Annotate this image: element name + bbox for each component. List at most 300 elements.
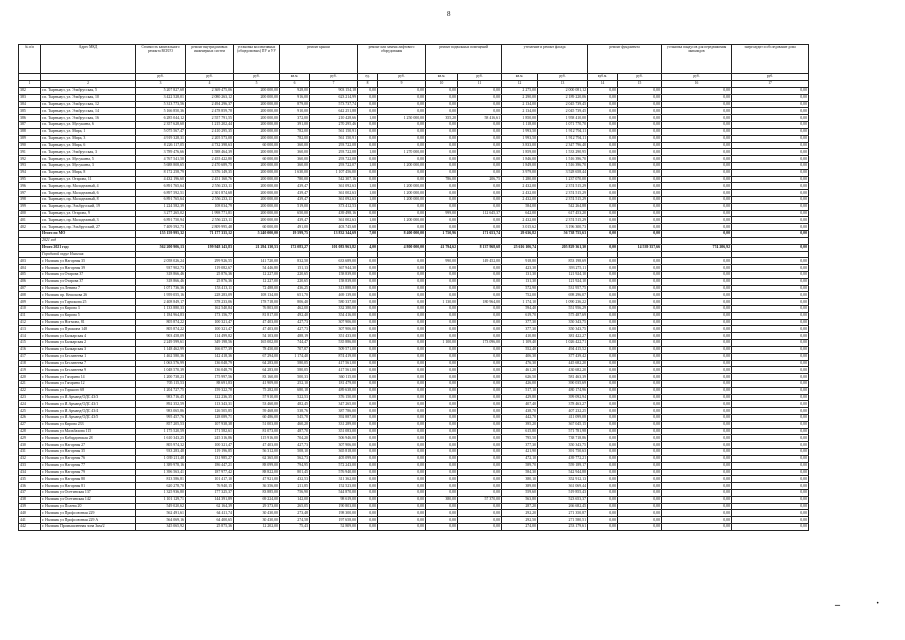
row-number-cell: 434 bbox=[19, 469, 41, 476]
value-cell: 0,00 bbox=[732, 415, 809, 422]
value-cell: 0,00 bbox=[662, 203, 732, 210]
address-cell: г.п. Тырныауз, ул. Эльбрусская, 12 bbox=[41, 101, 136, 108]
value-cell bbox=[458, 251, 502, 258]
value-cell: 1 912 794,11 bbox=[538, 135, 588, 142]
value-cell: 0,00 bbox=[358, 496, 378, 503]
value-cell bbox=[280, 251, 310, 258]
value-cell: 200 000,00 bbox=[234, 210, 280, 217]
value-cell: 0,00 bbox=[458, 122, 502, 129]
value-cell: 0,00 bbox=[458, 510, 502, 517]
value-cell: 580,05 bbox=[280, 367, 310, 374]
value-cell: 0,00 bbox=[732, 517, 809, 524]
value-cell: 4 732 398,63 bbox=[186, 142, 234, 149]
value-cell: 476,30 bbox=[502, 360, 538, 367]
value-cell: 292,50 bbox=[502, 517, 538, 524]
value-cell: 345 065,92 bbox=[136, 524, 186, 531]
section-row bbox=[19, 237, 809, 244]
value-cell: 0,00 bbox=[378, 408, 426, 415]
address-cell: г. Нальчик ул Горького 68 bbox=[41, 387, 136, 394]
value-cell: 131 985,27 bbox=[186, 455, 234, 462]
row-number-cell: 394 bbox=[19, 169, 41, 176]
col-header-energy-audit: энергоаудит и обследование дома bbox=[732, 45, 809, 74]
value-cell: 307 906,00 bbox=[310, 442, 358, 449]
table-header bbox=[19, 45, 809, 88]
value-cell: 0,00 bbox=[662, 299, 732, 306]
column-number: 15 bbox=[618, 81, 662, 88]
value-cell: 0,00 bbox=[426, 524, 458, 531]
value-cell: 738 718,86 bbox=[538, 435, 588, 442]
row-number-cell: 398 bbox=[19, 197, 41, 204]
value-cell: 589,70 bbox=[502, 462, 538, 469]
value-cell: 153 413,11 bbox=[186, 285, 234, 292]
value-cell: 561 150,91 bbox=[310, 135, 358, 142]
row-number-cell: 400 bbox=[19, 210, 41, 217]
value-cell: 0,00 bbox=[588, 517, 618, 524]
value-cell: 8 226 117,05 bbox=[136, 142, 186, 149]
value-cell: 0,00 bbox=[378, 333, 426, 340]
unit-cell: руб. bbox=[458, 74, 502, 81]
value-cell: 0,00 bbox=[732, 435, 809, 442]
row-number-cell: 419 bbox=[19, 367, 41, 374]
address-cell: Итого по МО bbox=[41, 231, 136, 238]
value-cell: 469 139,00 bbox=[310, 292, 358, 299]
value-cell: 0,00 bbox=[618, 387, 662, 394]
value-cell: 14 539 357,66 bbox=[618, 244, 662, 251]
value-cell: 0,00 bbox=[588, 101, 618, 108]
column-number: 14 bbox=[588, 81, 618, 88]
table-row bbox=[19, 258, 809, 265]
address-cell: г. Нальчик ул Бесланеева 9 bbox=[41, 367, 136, 374]
value-cell: 0,00 bbox=[426, 285, 458, 292]
value-cell: 0,00 bbox=[426, 435, 458, 442]
value-cell: 162 540,84 bbox=[186, 306, 234, 313]
value-cell: 1 750,96 bbox=[426, 231, 458, 238]
value-cell: 562 491,61 bbox=[136, 510, 186, 517]
row-number-cell: 388 bbox=[19, 128, 41, 135]
address-cell: г.п. Тырныауз, пр. Молодежный, 4 bbox=[41, 183, 136, 190]
value-cell: 0,00 bbox=[458, 326, 502, 333]
table-row bbox=[19, 469, 809, 476]
value-cell: 350 343,75 bbox=[538, 442, 588, 449]
value-cell: 0,00 bbox=[358, 449, 378, 456]
value-cell: 30 430,00 bbox=[234, 510, 280, 517]
value-cell: 594,40 bbox=[502, 306, 538, 313]
value-cell: 88 099,00 bbox=[234, 462, 280, 469]
row-number-cell: 386 bbox=[19, 115, 41, 122]
table-row bbox=[19, 197, 809, 204]
table-row bbox=[19, 88, 809, 95]
value-cell: 2 408 849,17 bbox=[136, 299, 186, 306]
value-cell: 1 204 727,75 bbox=[136, 387, 186, 394]
value-cell: 0,00 bbox=[662, 394, 732, 401]
value-cell: 200 000,00 bbox=[234, 176, 280, 183]
value-cell: 0,00 bbox=[458, 435, 502, 442]
value-cell: 2 058 026,24 bbox=[136, 258, 186, 265]
value-cell: 0,00 bbox=[358, 210, 378, 217]
value-cell: 25 875,36 bbox=[186, 524, 234, 531]
value-cell: 367 944,30 bbox=[310, 265, 358, 272]
table-row bbox=[19, 401, 809, 408]
table-row bbox=[19, 108, 809, 115]
value-cell: 0,00 bbox=[458, 442, 502, 449]
value-cell: 1 993,50 bbox=[502, 135, 538, 142]
value-cell: 0,00 bbox=[358, 435, 378, 442]
table-row bbox=[19, 169, 809, 176]
value-cell: 0,00 bbox=[618, 333, 662, 340]
value-cell: 2 556 233,11 bbox=[186, 183, 234, 190]
value-cell: 0,00 bbox=[618, 367, 662, 374]
value-cell: 141 720,00 bbox=[234, 258, 280, 265]
unit-cell bbox=[19, 74, 41, 81]
value-cell: 180 964,00 bbox=[458, 299, 502, 306]
value-cell: 0,00 bbox=[588, 489, 618, 496]
value-cell: 0,00 bbox=[378, 258, 426, 265]
value-cell: 3 422 528,01 bbox=[136, 94, 186, 101]
address-cell: г. Нальчик ул Балкарская 2 bbox=[41, 340, 136, 347]
col-header-number: № п/п bbox=[19, 45, 41, 74]
row-number-cell: 413 bbox=[19, 326, 41, 333]
value-cell: 60 000,00 bbox=[234, 142, 280, 149]
value-cell: 0,00 bbox=[732, 299, 809, 306]
value-cell: 360,00 bbox=[280, 149, 310, 156]
value-cell: 0,00 bbox=[618, 483, 662, 490]
value-cell: 253 179,61 bbox=[538, 524, 588, 531]
value-cell: 0,00 bbox=[588, 203, 618, 210]
table-row bbox=[19, 285, 809, 292]
value-cell: 0,00 bbox=[378, 312, 426, 319]
value-cell: 542 307,16 bbox=[310, 176, 358, 183]
value-cell: 0,00 bbox=[732, 469, 809, 476]
value-cell: 136 048,79 bbox=[186, 360, 234, 367]
value-cell: 0,00 bbox=[732, 306, 809, 313]
value-cell: 0,00 bbox=[378, 108, 426, 115]
value-cell: 165 002,00 bbox=[234, 340, 280, 347]
value-cell: 0,00 bbox=[618, 101, 662, 108]
value-cell: 0,00 bbox=[618, 340, 662, 347]
unit-cell: куб.м. bbox=[588, 74, 618, 81]
value-cell: 380,00 bbox=[426, 496, 458, 503]
value-cell: 1 133 880,33 bbox=[136, 306, 186, 313]
value-cell bbox=[426, 237, 458, 244]
address-cell: г.п. Тырныауз, ул. Мусукаева, 5 bbox=[41, 156, 136, 163]
value-cell: 0,00 bbox=[588, 510, 618, 517]
value-cell: 0,00 bbox=[358, 306, 378, 313]
value-cell bbox=[618, 251, 662, 258]
scan-mark-left: ‒ bbox=[835, 600, 840, 611]
value-cell: 19 599,75 bbox=[280, 231, 310, 238]
value-cell: 3 789 476,66 bbox=[136, 149, 186, 156]
value-cell: 78 450,00 bbox=[234, 346, 280, 353]
value-cell: 69 224,00 bbox=[234, 496, 280, 503]
value-cell bbox=[358, 237, 378, 244]
value-cell: 2 275,00 bbox=[502, 88, 538, 95]
value-cell: 0,00 bbox=[732, 176, 809, 183]
value-cell: 576 940,00 bbox=[310, 469, 358, 476]
address-cell: г. Нальчик ул Профсоюзная 229 А bbox=[41, 517, 136, 524]
value-cell: 0,00 bbox=[732, 162, 809, 169]
value-cell: 0,00 bbox=[458, 142, 502, 149]
value-cell: 0,00 bbox=[588, 265, 618, 272]
value-cell: 0,00 bbox=[358, 510, 378, 517]
value-cell: 0,00 bbox=[662, 360, 732, 367]
value-cell: 1 462 580,36 bbox=[136, 353, 186, 360]
value-cell: 7,00 bbox=[358, 231, 378, 238]
table-row bbox=[19, 183, 809, 190]
value-cell: 293 722,07 bbox=[310, 162, 358, 169]
table-row bbox=[19, 517, 809, 524]
value-cell: 0,00 bbox=[426, 401, 458, 408]
value-cell: 0,00 bbox=[618, 108, 662, 115]
value-cell: 0,00 bbox=[662, 312, 732, 319]
value-cell: 0,00 bbox=[426, 449, 458, 456]
value-cell: 542 944,88 bbox=[538, 469, 588, 476]
value-cell: 1 175 520,59 bbox=[136, 428, 186, 435]
value-cell: 0,00 bbox=[426, 292, 458, 299]
value-cell: 0,00 bbox=[426, 326, 458, 333]
value-cell: 937 902,73 bbox=[136, 265, 186, 272]
value-cell: 1 090 236,22 bbox=[538, 299, 588, 306]
value-cell: 0,00 bbox=[618, 203, 662, 210]
address-cell: 2021 год bbox=[41, 237, 136, 244]
value-cell: 252,10 bbox=[280, 380, 310, 387]
value-cell: 0,00 bbox=[662, 408, 732, 415]
value-cell: 12 227,00 bbox=[234, 278, 280, 285]
value-cell: 0,00 bbox=[588, 428, 618, 435]
value-cell: 62 365,00 bbox=[234, 455, 280, 462]
value-cell: 62 164,39 bbox=[186, 503, 234, 510]
value-cell: 0,00 bbox=[358, 88, 378, 95]
value-cell: 3 376 149,35 bbox=[186, 169, 234, 176]
value-cell: 0,00 bbox=[662, 462, 732, 469]
address-cell: г.п. Тырныауз, ул. Мира, 3 bbox=[41, 135, 136, 142]
value-cell: 266 682,45 bbox=[538, 503, 588, 510]
value-cell: 0,00 bbox=[358, 285, 378, 292]
value-cell: 0,00 bbox=[732, 455, 809, 462]
value-cell: 903 154,18 bbox=[310, 88, 358, 95]
value-cell: 0,00 bbox=[426, 360, 458, 367]
value-cell: 0,00 bbox=[358, 374, 378, 381]
value-cell: 0,00 bbox=[732, 197, 809, 204]
value-cell: 0,00 bbox=[662, 435, 732, 442]
row-number-cell: 392 bbox=[19, 156, 41, 163]
value-cell: 64 400,65 bbox=[186, 517, 234, 524]
value-cell: 12 202,00 bbox=[234, 524, 280, 531]
value-cell: 542 264,88 bbox=[538, 203, 588, 210]
table-row bbox=[19, 428, 809, 435]
value-cell: 25 876,36 bbox=[186, 271, 234, 278]
value-cell: 916,00 bbox=[280, 94, 310, 101]
value-cell bbox=[136, 237, 186, 244]
value-cell: 350 343,75 bbox=[538, 326, 588, 333]
value-cell: 2 374 515,29 bbox=[538, 183, 588, 190]
table-row bbox=[19, 333, 809, 340]
value-cell: 482,45 bbox=[280, 401, 310, 408]
value-cell: 0,00 bbox=[588, 115, 618, 122]
value-cell: 0,00 bbox=[588, 190, 618, 197]
table-row bbox=[19, 176, 809, 183]
value-cell: 642,00 bbox=[502, 210, 538, 217]
value-cell: 29 373,00 bbox=[234, 503, 280, 510]
value-cell: 436,25 bbox=[280, 285, 310, 292]
value-cell: 0,00 bbox=[458, 462, 502, 469]
value-cell: 0,00 bbox=[618, 496, 662, 503]
address-cell: г.п. Тырныауз, пр. Эльбрусский, 27 bbox=[41, 224, 136, 231]
value-cell: 0,00 bbox=[378, 135, 426, 142]
value-cell bbox=[588, 237, 618, 244]
value-cell: 0,00 bbox=[458, 88, 502, 95]
value-cell: 0,00 bbox=[618, 380, 662, 387]
value-cell: 0,00 bbox=[588, 449, 618, 456]
value-cell: 0,00 bbox=[618, 408, 662, 415]
value-cell: 220,65 bbox=[280, 271, 310, 278]
value-cell bbox=[280, 237, 310, 244]
table-row bbox=[19, 326, 809, 333]
value-cell: 2 347 796,40 bbox=[538, 142, 588, 149]
value-cell: 0,00 bbox=[662, 210, 732, 217]
value-cell: 1 200 000,00 bbox=[378, 217, 426, 224]
address-cell: г. Нальчик ул И.Арманд/ОДС 43/1 bbox=[41, 401, 136, 408]
value-cell: 8 137 968,68 bbox=[458, 244, 502, 251]
value-cell: 0,00 bbox=[588, 483, 618, 490]
value-cell: 54 446,80 bbox=[234, 265, 280, 272]
row-number-cell: 440 bbox=[19, 510, 41, 517]
value-cell: 205 829 361,30 bbox=[538, 244, 588, 251]
value-cell: 0,00 bbox=[378, 203, 426, 210]
value-cell: 41 909,00 bbox=[234, 380, 280, 387]
value-cell: 0,00 bbox=[662, 292, 732, 299]
value-cell: 0,00 bbox=[732, 387, 809, 394]
value-cell: 361 002,63 bbox=[310, 190, 358, 197]
value-cell: 1 912 794,11 bbox=[538, 128, 588, 135]
address-cell: г. Нальчик ул Нагорная 35 bbox=[41, 258, 136, 265]
address-cell: г. Нальчик ул Нагорная 35 bbox=[41, 449, 136, 456]
table-row bbox=[19, 319, 809, 326]
value-cell: 0,00 bbox=[662, 217, 732, 224]
value-cell: 391,00 bbox=[280, 122, 310, 129]
address-cell: г.п. Тырныауз, ул. Отарова, 9 bbox=[41, 210, 136, 217]
value-cell: 0,00 bbox=[426, 224, 458, 231]
value-cell: 903 458,09 bbox=[136, 333, 186, 340]
value-cell: 0,00 bbox=[358, 108, 378, 115]
value-cell: 0,00 bbox=[618, 271, 662, 278]
value-cell: 0,00 bbox=[426, 162, 458, 169]
value-cell: 0,00 bbox=[618, 346, 662, 353]
value-cell: 0,00 bbox=[662, 306, 732, 313]
value-cell: 620 278,70 bbox=[136, 483, 186, 490]
value-cell: 0,00 bbox=[378, 156, 426, 163]
value-cell: 1 846,00 bbox=[502, 156, 538, 163]
value-cell: 121 924,10 bbox=[538, 278, 588, 285]
row-number-cell: 442 bbox=[19, 524, 41, 531]
value-cell: 0,00 bbox=[588, 462, 618, 469]
value-cell: 427,73 bbox=[280, 326, 310, 333]
value-cell: 1 224 582,39 bbox=[136, 203, 186, 210]
value-cell: 0,00 bbox=[378, 380, 426, 387]
value-cell: 832,50 bbox=[280, 258, 310, 265]
value-cell: 108 034,79 bbox=[186, 203, 234, 210]
address-cell: г. Нальчик ул Мальбахова 115 bbox=[41, 428, 136, 435]
value-cell: 0,00 bbox=[426, 346, 458, 353]
value-cell: 0,00 bbox=[458, 367, 502, 374]
value-cell: 0,00 bbox=[618, 115, 662, 122]
value-cell: 0,00 bbox=[732, 462, 809, 469]
value-cell: 0,00 bbox=[458, 333, 502, 340]
value-cell bbox=[662, 251, 732, 258]
value-cell: 0,00 bbox=[618, 462, 662, 469]
value-cell: 200 000,00 bbox=[234, 101, 280, 108]
value-cell bbox=[310, 237, 358, 244]
value-cell: 0,00 bbox=[588, 217, 618, 224]
value-cell: 0,00 bbox=[588, 231, 618, 238]
value-cell: 0,00 bbox=[588, 162, 618, 169]
value-cell: 0,00 bbox=[426, 312, 458, 319]
value-cell: 509 571,00 bbox=[310, 346, 358, 353]
row-number-cell: 441 bbox=[19, 517, 41, 524]
value-cell: 2 357 628,60 bbox=[136, 122, 186, 129]
row-number-cell: 391 bbox=[19, 149, 41, 156]
value-cell: 0,00 bbox=[426, 367, 458, 374]
value-cell: 0,00 bbox=[426, 128, 458, 135]
value-cell: 0,00 bbox=[618, 149, 662, 156]
value-cell: 0,00 bbox=[378, 374, 426, 381]
address-cell: г. Нальчик ул Бесланеева 7 bbox=[41, 360, 136, 367]
value-cell: 200 000,00 bbox=[234, 183, 280, 190]
value-cell: 4 767 541,50 bbox=[136, 156, 186, 163]
value-cell: 0,00 bbox=[588, 135, 618, 142]
value-cell: 351 433,00 bbox=[310, 333, 358, 340]
row-number-cell: 393 bbox=[19, 162, 41, 169]
unit-cell bbox=[41, 74, 136, 81]
row-number-cell: 390 bbox=[19, 142, 41, 149]
value-cell: 572,90 bbox=[502, 285, 538, 292]
value-cell: 633 689,00 bbox=[310, 258, 358, 265]
value-cell: 0,00 bbox=[458, 374, 502, 381]
value-cell: 517,10 bbox=[502, 387, 538, 394]
value-cell: 488,19 bbox=[280, 333, 310, 340]
column-number: 5 bbox=[234, 81, 280, 88]
value-cell: 491,00 bbox=[280, 224, 310, 231]
value-cell: 0,00 bbox=[588, 122, 618, 129]
value-cell: 0,00 bbox=[618, 94, 662, 101]
value-cell: 786,00 bbox=[426, 176, 458, 183]
value-cell: 410,80 bbox=[502, 333, 538, 340]
value-cell bbox=[378, 237, 426, 244]
value-cell: 2 556 223,11 bbox=[186, 217, 234, 224]
value-cell: 6 891 765,64 bbox=[136, 183, 186, 190]
value-cell: 999,00 bbox=[426, 210, 458, 217]
value-cell: 271 580,51 bbox=[538, 517, 588, 524]
value-cell: 1 039 211,48 bbox=[136, 455, 186, 462]
row-number-cell: 422 bbox=[19, 387, 41, 394]
value-cell: 392 887,00 bbox=[310, 415, 358, 422]
value-cell: 0,00 bbox=[662, 231, 732, 238]
row-number-cell: 433 bbox=[19, 462, 41, 469]
row-number-cell: 412 bbox=[19, 319, 41, 326]
value-cell: 0,00 bbox=[458, 483, 502, 490]
value-cell: 0,00 bbox=[378, 292, 426, 299]
table-row bbox=[19, 217, 809, 224]
value-cell: 642 251,88 bbox=[310, 108, 358, 115]
value-cell: 0,00 bbox=[458, 285, 502, 292]
value-cell: 0,00 bbox=[588, 197, 618, 204]
value-cell: 0,00 bbox=[588, 244, 618, 251]
row-number-cell bbox=[19, 251, 41, 258]
value-cell: 0,00 bbox=[358, 380, 378, 387]
value-cell: 0,00 bbox=[662, 415, 732, 422]
value-cell: 5 240 000,00 bbox=[234, 231, 280, 238]
value-cell: 1 200 000,00 bbox=[378, 190, 426, 197]
value-cell: 0,00 bbox=[426, 88, 458, 95]
